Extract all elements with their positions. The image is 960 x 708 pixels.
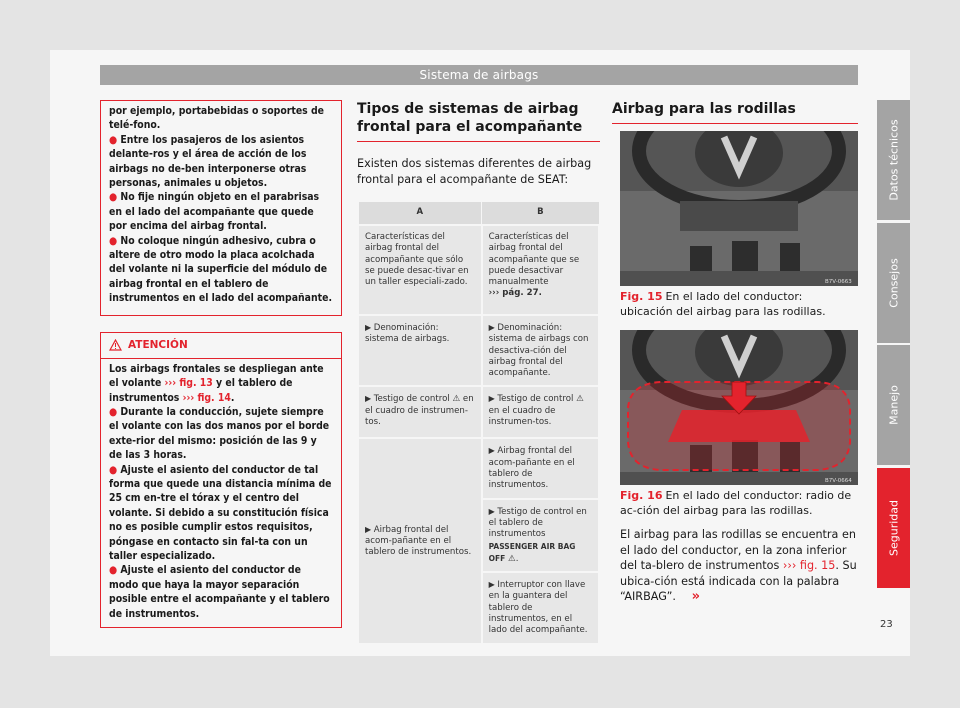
fig-13-link[interactable]: fig. 13: [179, 377, 213, 390]
column-2: [357, 100, 600, 645]
tab-seguridad[interactable]: Seguridad: [877, 468, 910, 588]
table-cell: ▶ Testigo de control ⚠ en el cuadro de instrumen-tos.: [358, 386, 482, 438]
column-1: [100, 100, 342, 628]
table-cell: ▶ Testigo de control en el tablero de instrumentos PASSENGER AIR BAG OFF ⚠.: [482, 499, 599, 572]
warning-intro: Los airbags frontales se despliegan ante el volante ››› fig. 13 y el tablero de instrumentos ››› fig. 14.: [109, 362, 324, 404]
airbag-off-icon: ⚠: [507, 553, 516, 564]
knee-airbag-text: El airbag para las rodillas se encuentra en el lado del conductor, en la zona inferior del ta-blero de instrumentos ››› fig. 15. Su ubica-ción está indicada con la palabra “AIRBAG”. »: [620, 528, 857, 604]
table-header-b: B: [482, 202, 599, 226]
table-cell: Características del airbag frontal del acompañante que sólo se puede desac-tivar en un taller especiali-zado.: [358, 225, 482, 315]
page-number: 23: [880, 619, 893, 630]
table-row: [358, 315, 599, 386]
table-cell: ▶ Airbag frontal del acom-pañante en el tablero de instrumentos.: [358, 438, 482, 643]
warning-bullet: ● Durante la conducción, sujete siempre el volante con las dos manos por el borde exte-rior del mismo: posición de las 9 y de las 3 horas.: [109, 405, 330, 462]
table-cell: ▶ Denominación: sistema de airbags.: [358, 315, 482, 386]
table-cell: ▶ Denominación: sistema de airbags con desactiva-ción del airbag frontal del acompañante.: [482, 315, 599, 386]
airbag-types-table: [357, 201, 600, 645]
section-intro: Existen dos sistemas diferentes de airbag frontal para el acompañante de SEAT:: [357, 157, 592, 186]
table-cell: ▶ Testigo de control ⚠ en el cuadro de instrumen-tos.: [482, 386, 599, 438]
note-box: [100, 100, 342, 316]
table-cell: Características del airbag frontal del acompañante que se puede desactivar manualmente ››› pág. 27.: [482, 225, 599, 315]
figure-code: B7V-0664: [825, 478, 852, 484]
table-header-a: A: [358, 202, 482, 226]
tab-manejo[interactable]: Manejo: [877, 345, 910, 465]
note-bullet: ● Entre los pasajeros de los asientos delante-ros y el área de acción de los airbags no de-ben interponerse otras personas, animales u objetos.: [109, 133, 307, 190]
warning-box: [100, 332, 342, 628]
note-bullet: ● No fije ningún objeto en el parabrisas en el lado del acompañante que quede por encima del airbag frontal.: [109, 191, 320, 233]
table-row: [358, 438, 599, 498]
table-row: [358, 225, 599, 315]
knee-airbag-location-image: [620, 131, 858, 286]
note-intro: por ejemplo, portabebidas o soportes de telé-fono.: [109, 105, 325, 132]
tab-consejos[interactable]: Consejos: [877, 223, 910, 343]
figure-16-caption: Fig. 16 En el lado del conductor: radio de ac-ción del airbag para las rodillas.: [620, 489, 852, 517]
table-cell: ▶ Airbag frontal del acom-pañante en el tablero de instrumentos.: [482, 438, 599, 498]
fig-14-link[interactable]: fig. 14: [197, 391, 231, 404]
airbag-warning-icon: ⚠: [452, 394, 461, 405]
table-row: [358, 386, 599, 438]
airbag-warning-icon: ⚠: [576, 394, 584, 405]
section-title: Airbag para las rodillas: [612, 100, 858, 124]
tab-datos-tecnicos[interactable]: Datos técnicos: [877, 100, 910, 220]
fig-15-link[interactable]: fig. 15: [799, 559, 836, 572]
section-title: Tipos de sistemas de airbag frontal para el acompañante: [357, 100, 600, 142]
note-bullet: ● No coloque ningún adhesivo, cubra o altere de otro modo la placa acolchada del volante ni la superficie del módulo de airbag frontal en el tablero de instrumentos en el lado del acompañante.: [109, 234, 333, 305]
figure-15: [620, 131, 858, 319]
section-header: Sistema de airbags: [100, 65, 858, 85]
warning-bullet: ● Ajuste el asiento del conductor de modo que haya la mayor separación posible entre el acompañante y el tablero de instrumentos.: [109, 564, 330, 620]
chapter-tabs: [877, 100, 910, 590]
column-3: [612, 100, 858, 124]
continue-icon: »: [691, 589, 700, 604]
warning-triangle-icon: [109, 339, 122, 351]
warning-bullet: ● Ajuste el asiento del conductor de tal forma que quede una distancia mínima de 25 cm en-tre el tórax y el centro del volante. Si debido a su constitución física no es posible cumplir estos requisitos, póngase en contacto sin fal-ta con un taller especializado.: [109, 463, 332, 562]
warning-title: ATENCIÓN: [128, 339, 188, 352]
figure-code: B7V-0663: [825, 279, 852, 285]
figure-16: [620, 330, 858, 518]
table-cell: ▶ Interruptor con llave en la guantera del tablero de instrumentos, en el lado del acompañante.: [482, 572, 599, 643]
warning-header: [101, 333, 341, 359]
page-27-link[interactable]: pág. 27: [502, 288, 539, 299]
knee-airbag-range-image: [620, 330, 858, 485]
figure-15-caption: Fig. 15 En el lado del conductor: ubicación del airbag para las rodillas.: [620, 290, 826, 318]
